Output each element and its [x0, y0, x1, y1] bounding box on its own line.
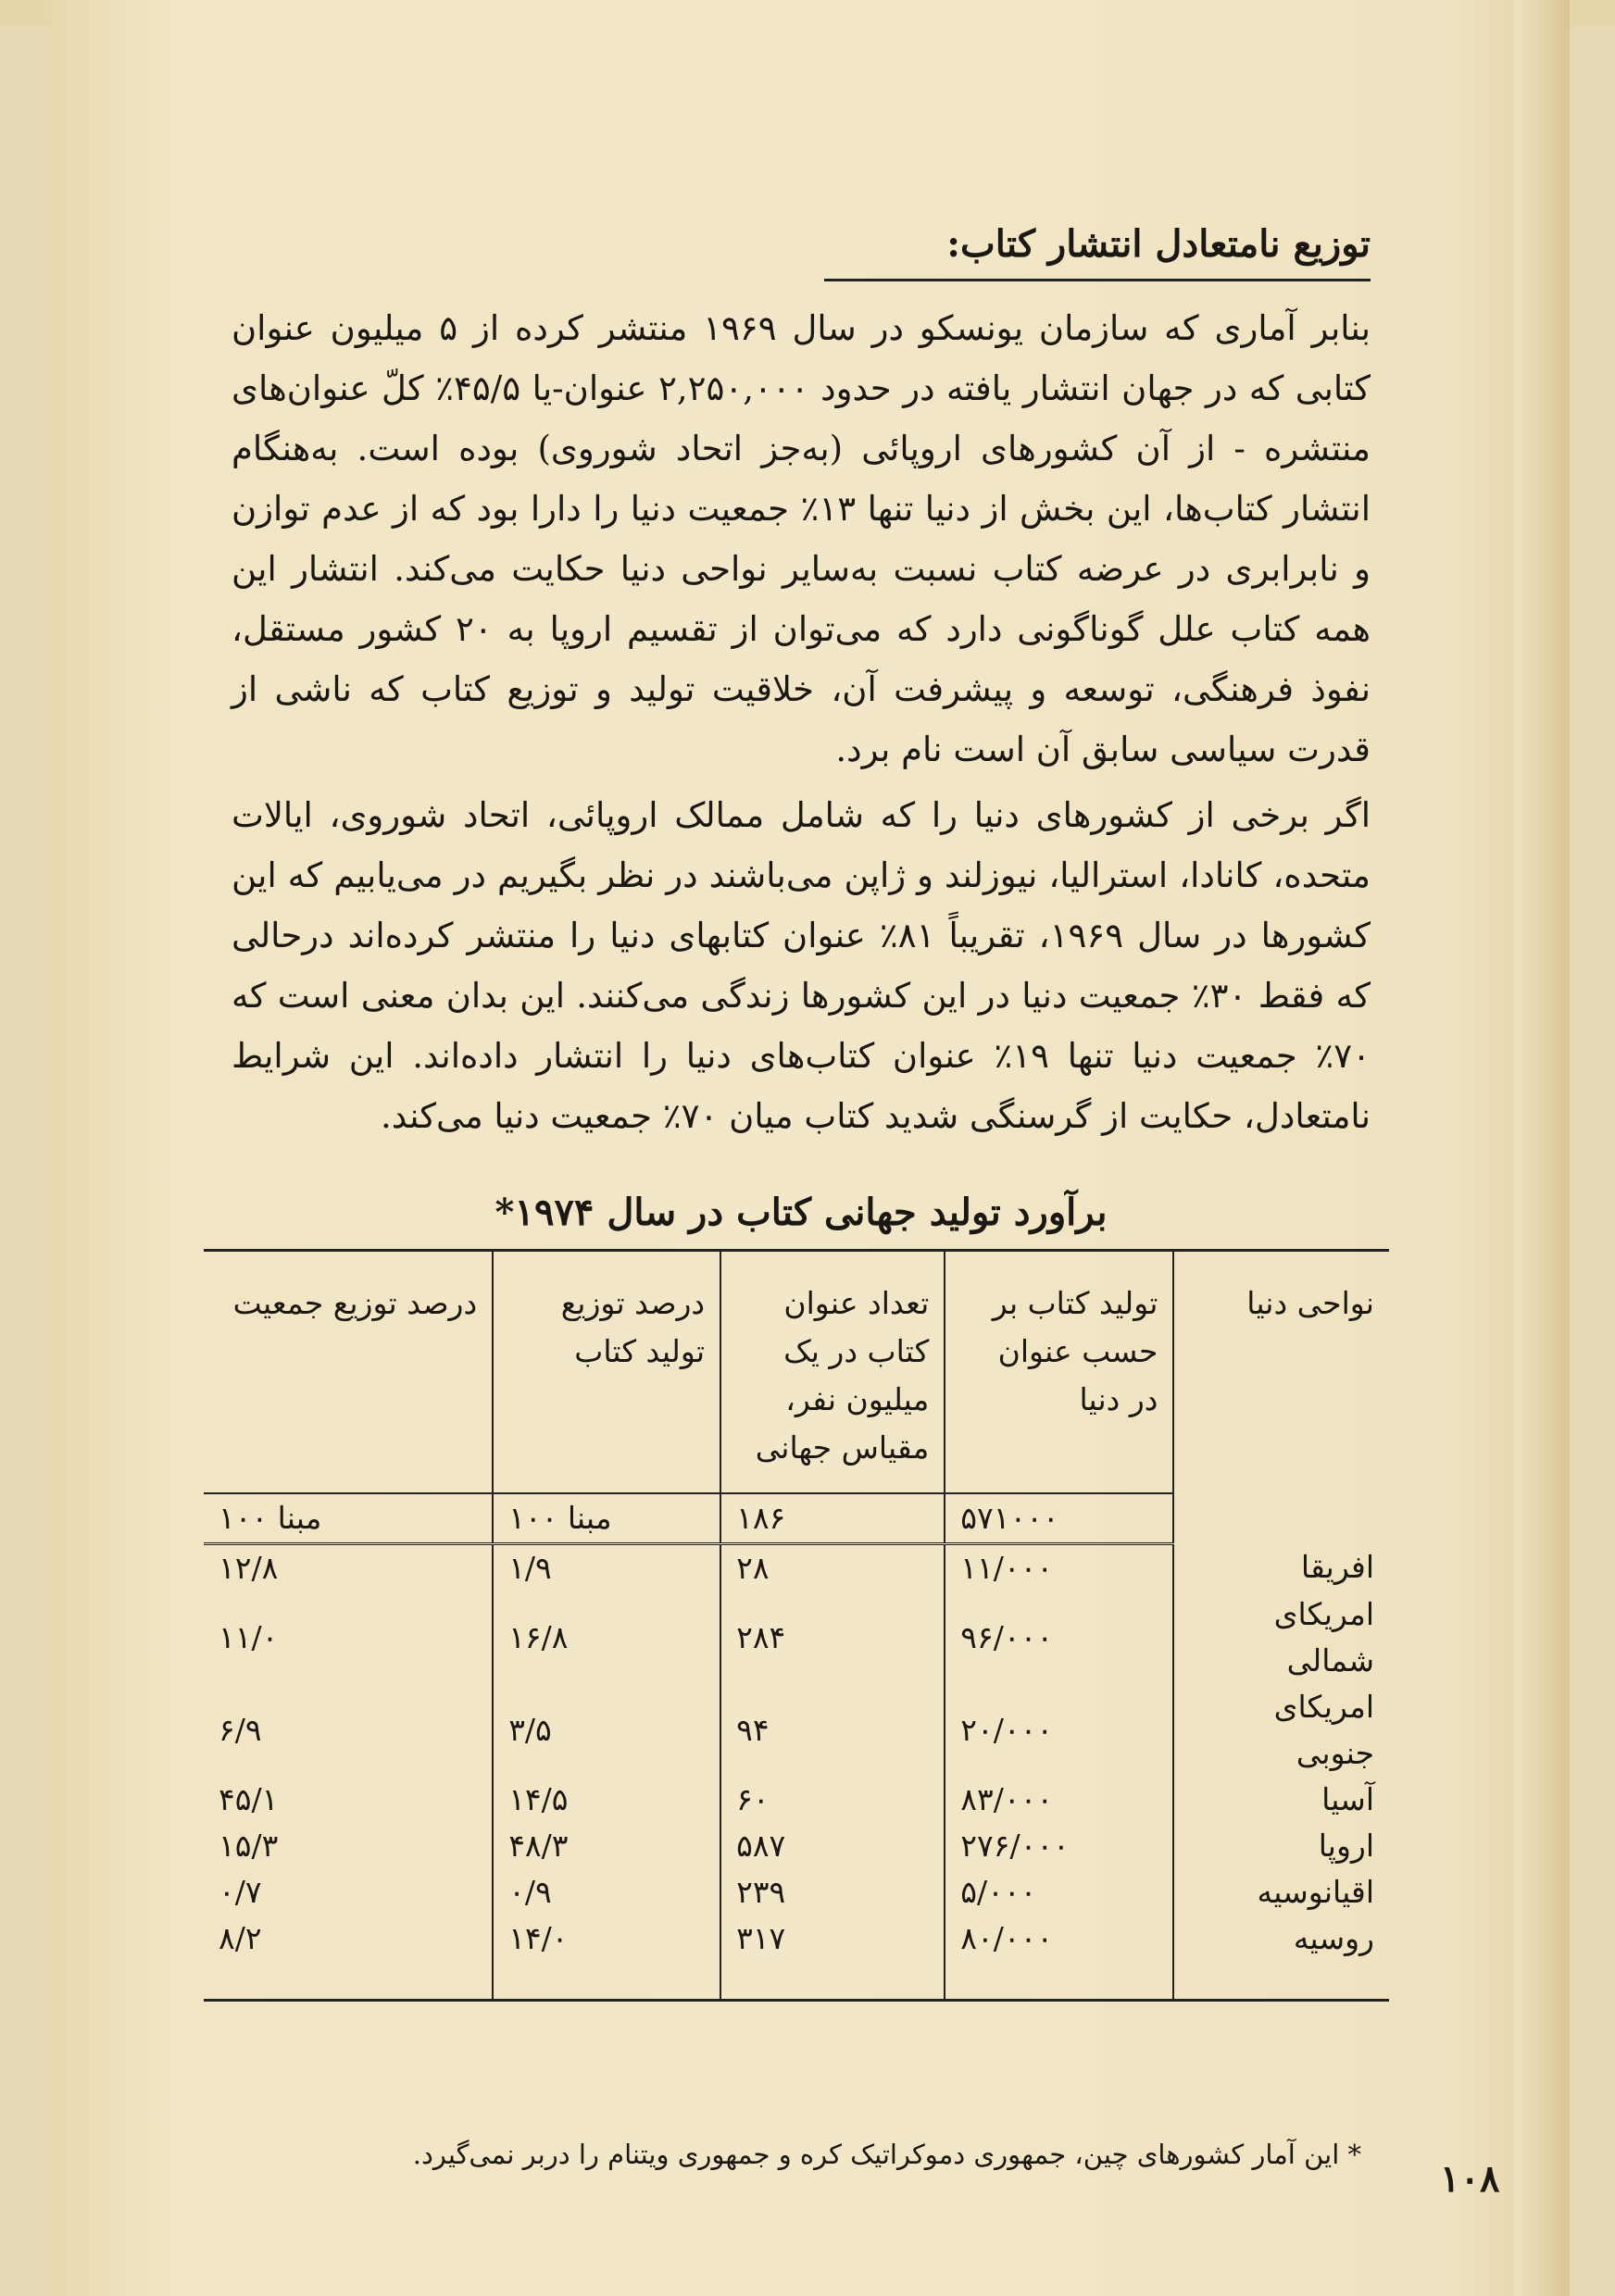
region-name: اروپا: [1173, 1823, 1389, 1869]
header-population-share: درصد توزیع جمعیت: [204, 1251, 493, 1494]
production-value: ۸۳/۰۰۰: [945, 1777, 1173, 1823]
base-region-cell: [1173, 1493, 1389, 1544]
share-value: ۰/۹: [493, 1869, 720, 1915]
population-value: ۱۵/۳: [219, 1828, 279, 1864]
share-value: ۱/۹: [493, 1544, 720, 1592]
production-value: ۱۱/۰۰۰: [945, 1544, 1173, 1592]
section-heading: توزیع نامتعادل انتشار کتاب:: [946, 222, 1371, 266]
titles-value: ۳۱۷: [720, 1915, 945, 2001]
base-population: مبنا ۱۰۰: [204, 1493, 493, 1544]
heading-rule: [824, 279, 1371, 281]
region-name: امریکای جنوبی: [1173, 1684, 1389, 1777]
titles-value: ۲۸: [720, 1544, 945, 1592]
population-value: ۴۵/۱: [219, 1781, 279, 1817]
production-value: ۸۰/۰۰۰: [945, 1915, 1173, 2001]
header-production-share: درصد توزیع تولید کتاب: [493, 1251, 720, 1494]
table-row: [204, 1591, 1389, 1684]
production-value: ۹۶/۰۰۰: [945, 1591, 1173, 1684]
paragraph-1: بنابر آماری که سازمان یونسکو در سال ۱۹۶۹ منتشر کرده از ۵ میلیون عنوان کتابی که در جهان انتشار یافته در حدود ۲,۲۵۰,۰۰۰ عنوان-یا ۴۵/۵٪ کلّ عنوان‌های منتشره - از آن کشورهای اروپائی (به‌جز اتحاد شوروی) بوده است. به‌هنگام انتشار کتاب‌ها، این بخش از دنیا تنها ۱۳٪ جمعیت دنیا را دارا بود که از عدم توازن و نابرابری در عرضه کتاب نسبت به‌سایر نواحی دنیا حکایت می‌کند. انتشار این همه کتاب علل گوناگونی دارد که می‌توان از تقسیم اروپا به ۲۰ کشور مستقل، نفوذ فرهنگی، توسعه و پیشرفت آن، خلاقیت تولید و توزیع کتاب که ناشی از قدرت سیاسی سابق آن است نام برد.: [232, 308, 1371, 769]
titles-value: ۲۸۴: [720, 1591, 945, 1684]
book-production-table: [204, 1249, 1389, 2002]
production-value: ۲۷۶/۰۰۰: [945, 1823, 1173, 1869]
share-value: ۱۴/۰: [493, 1915, 720, 2001]
region-name: افریقا: [1173, 1544, 1389, 1592]
header-production: تولید کتاب بر حسب عنوان در دنیا: [945, 1251, 1173, 1494]
region-name: روسیه: [1173, 1915, 1389, 2001]
share-value: ۱۶/۸: [493, 1591, 720, 1684]
table-row: [204, 1777, 1389, 1823]
production-value: ۵/۰۰۰: [945, 1869, 1173, 1915]
paragraph-2: اگر برخی از کشورهای دنیا را که شامل ممالک اروپائی، اتحاد شوروی، ایالات متحده، کانادا، استرالیا، نیوزلند و ژاپن می‌باشند در نظر بگیریم در می‌یابیم که این کشورها در سال ۱۹۶۹، تقریباً ۸۱٪ عنوان کتابهای دنیا را منتشر کرده‌اند درحالی که فقط ۳۰٪ جمعیت دنیا در این کشورها زندگی می‌کنند. این بدان معنی است که ۷۰٪ جمعیت دنیا تنها ۱۹٪ عنوان کتاب‌های دنیا را انتشار داده‌اند. این شرایط نامتعادل، حکایت از گرسنگی شدید کتاب میان ۷۰٪ جمعیت دنیا می‌کند.: [232, 795, 1371, 1136]
table-row: [204, 1915, 1389, 2001]
population-value: ۱۲/۸: [219, 1550, 279, 1586]
titles-value: ۶۰: [720, 1777, 945, 1823]
page-content: [219, 222, 1374, 2002]
header-titles-per-million: تعداد عنوان کتاب در یک میلیون نفر، مقیاس جهانی: [720, 1251, 945, 1494]
base-production: ۵۷۱۰۰۰: [945, 1493, 1173, 1544]
region-name: اقیانوسیه: [1173, 1869, 1389, 1915]
titles-value: ۲۳۹: [720, 1869, 945, 1915]
titles-value: ۵۸۷: [720, 1823, 945, 1869]
population-value: ۶/۹: [219, 1712, 262, 1748]
share-value: ۳/۵: [493, 1684, 720, 1777]
table-row: [204, 1544, 1389, 1592]
share-value: ۴۸/۳: [493, 1823, 720, 1869]
base-row: [204, 1493, 1389, 1544]
base-share: مبنا ۱۰۰: [493, 1493, 720, 1544]
share-value: ۱۴/۵: [493, 1777, 720, 1823]
region-name: آسیا: [1173, 1777, 1389, 1823]
population-value: ۰/۷: [219, 1874, 262, 1910]
table-title: برآورد تولید جهانی کتاب در سال ۱۹۷۴*: [495, 1191, 1108, 1234]
table-row: [204, 1684, 1389, 1777]
base-titles: ۱۸۶: [720, 1493, 945, 1544]
production-value: ۲۰/۰۰۰: [945, 1684, 1173, 1777]
footnote: * این آمار کشورهای چین، جمهوری دموکراتیک کره و جمهوری ویتنام را دربر نمی‌گیرد.: [412, 2139, 1361, 2170]
table-row: [204, 1823, 1389, 1869]
page-edge: [1514, 0, 1570, 2296]
header-region: نواحی دنیا: [1173, 1251, 1389, 1494]
table-row: [204, 1869, 1389, 1915]
region-name: امریکای شمالی: [1173, 1591, 1389, 1684]
population-value: ۱۱/۰: [219, 1619, 279, 1655]
titles-value: ۹۴: [720, 1684, 945, 1777]
page-number: ۱۰۸: [1440, 2157, 1500, 2201]
population-value: ۸/۲: [204, 1915, 493, 2001]
